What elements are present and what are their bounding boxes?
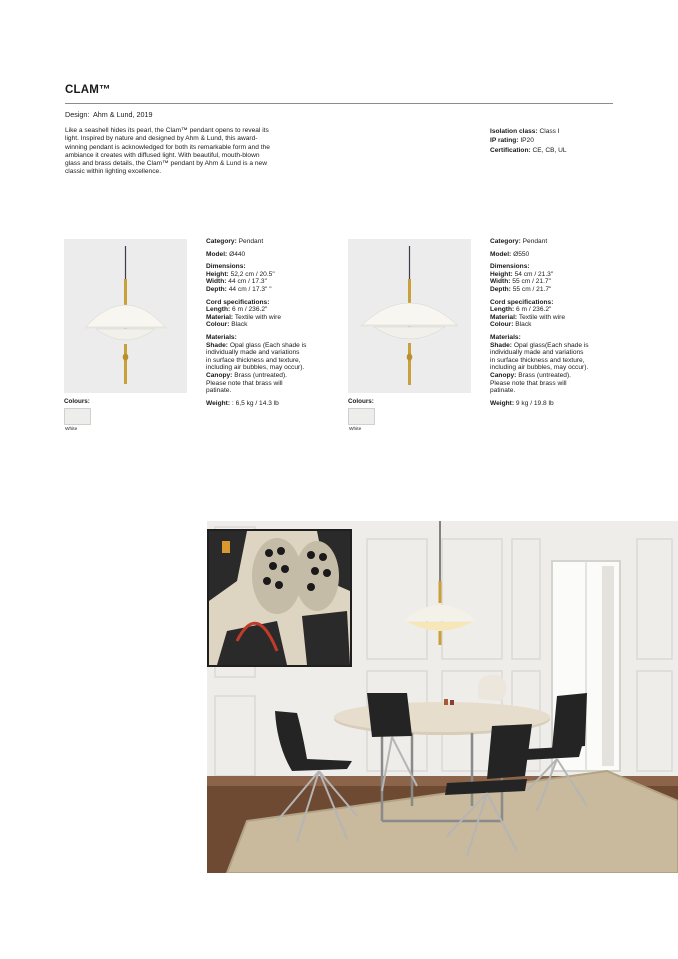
product-spec-440: Category: Pendant Model: Ø440 Dimensions: Height: 52,2 cm / 20.5" Width: 44 cm / 17.3" Depth: 44 cm / 17.3" " Cord specifications: Length: 6 m / 236.2" Material: Textile with wire Colour: Black Materials: Shade: Opal glass (Each shade is individually made and variations in surface thickness and texture, including air bubbles, may occur). Canopy: Brass (untreated). Please note that brass will patinate. Weight: : 6,5 kg / 14.3 lb xyxy=(206,238,307,407)
colours-label: Colours: xyxy=(348,398,374,405)
design-value: Ahm & Lund, 2019 xyxy=(92,110,153,119)
weight-value: 9 kg / 19.8 lb xyxy=(515,399,554,407)
isolation-row: Isolation class: Class I xyxy=(490,128,560,135)
product-image-550 xyxy=(348,239,471,393)
weight-value: : 6,5 kg / 14.3 lb xyxy=(231,399,279,407)
intro-line: ambiance it creates with diffused light. With beautiful, mouth-blown xyxy=(65,151,260,159)
model-value: Ø440 xyxy=(229,250,246,258)
clam-pendant-icon xyxy=(64,239,187,393)
intro-line: classic within lighting excellence. xyxy=(65,168,162,176)
interior-photo xyxy=(207,521,678,873)
title-divider xyxy=(65,103,613,104)
model-value: Ø550 xyxy=(513,250,530,258)
clam-pendant-icon xyxy=(348,239,471,393)
product-image-440 xyxy=(64,239,187,393)
intro-line: glass and brass details, the Clam™ pendant by Ahm & Lund is a new xyxy=(65,160,267,168)
design-credit xyxy=(65,110,153,119)
dining-room-scene xyxy=(207,521,678,873)
certification-row: Certification: CE, CB, UL xyxy=(490,146,567,154)
intro-paragraph xyxy=(65,127,315,177)
swatch-label: White xyxy=(65,427,78,432)
colour-swatch-white[interactable] xyxy=(64,408,91,425)
intro-line: Like a seashell hides its pearl, the Clam™ pendant opens to reveal its xyxy=(65,127,269,134)
colour-swatch-white[interactable] xyxy=(348,408,375,425)
intro-line: light. Inspired by nature and designed by Ahm & Lund, this award- xyxy=(65,135,258,143)
design-label: Design: xyxy=(65,110,90,119)
tech-specs xyxy=(490,127,567,155)
intro-line: winning pendant is acknowledged for both its remarkable form and the xyxy=(65,143,270,151)
product-spec-550: Category: Pendant Model: Ø550 Dimensions: Height: 54 cm / 21.3" Width: 55 cm / 21.7" Depth: 55 cm / 21.7" Cord specifications: Length: 6 m / 236.2" Material: Textile with wire Colour: Black Materials: Shade: Opal glass(Each shade is individually made and variations in surface thickness and texture, including air bubbles, may occur). Canopy: Brass (untreated). Please note that brass will patinate. Weight: 9 kg / 19.8 lb xyxy=(490,238,589,407)
colours-label: Colours: xyxy=(64,398,90,405)
page-title: CLAM™ xyxy=(65,84,111,96)
swatch-label: White xyxy=(349,427,362,432)
ip-rating-row: IP rating: IP20 xyxy=(490,137,534,145)
